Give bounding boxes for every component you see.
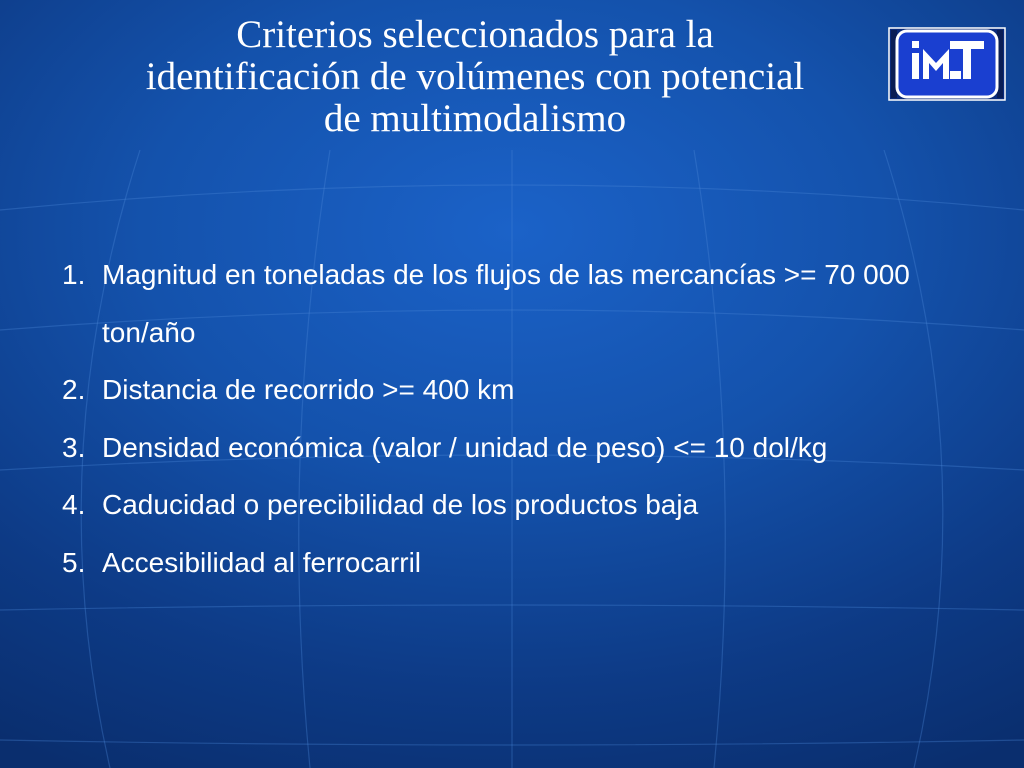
list-item-number: 3. bbox=[62, 431, 86, 463]
list-item-text: Accesibilidad al ferrocarril bbox=[102, 546, 422, 578]
list-item bbox=[62, 476, 1002, 534]
list-item-text: Distancia de recorrido >= 400 km bbox=[102, 374, 515, 405]
list-item bbox=[62, 361, 1002, 419]
imt-logo-icon bbox=[888, 27, 1006, 101]
list-item-text: Caducidad o perecibilidad de los productos baja bbox=[102, 489, 699, 520]
list-item-text: Densidad económica (valor / unidad de peso) <= 10 dol/kg bbox=[102, 431, 828, 463]
list-item-text: Magnitud en toneladas de los flujos de las mercancías >= 70 000 ton/año bbox=[102, 259, 910, 348]
list-item-number: 4. bbox=[62, 489, 86, 520]
slide-title-line-2: identificación de volúmenes con potencial bbox=[145, 55, 805, 98]
slide-title bbox=[70, 14, 880, 140]
list-item bbox=[62, 246, 1002, 361]
slide-title-line-3: de multimodalismo bbox=[323, 97, 627, 140]
criteria-list bbox=[62, 246, 1002, 591]
list-item-number: 2. bbox=[62, 374, 86, 405]
list-item bbox=[62, 534, 1002, 592]
list-item-number: 1. bbox=[62, 259, 86, 290]
list-item bbox=[62, 419, 1002, 477]
slide-title-line-1: Criterios seleccionados para la bbox=[236, 13, 714, 56]
list-item-number: 5. bbox=[62, 546, 86, 578]
